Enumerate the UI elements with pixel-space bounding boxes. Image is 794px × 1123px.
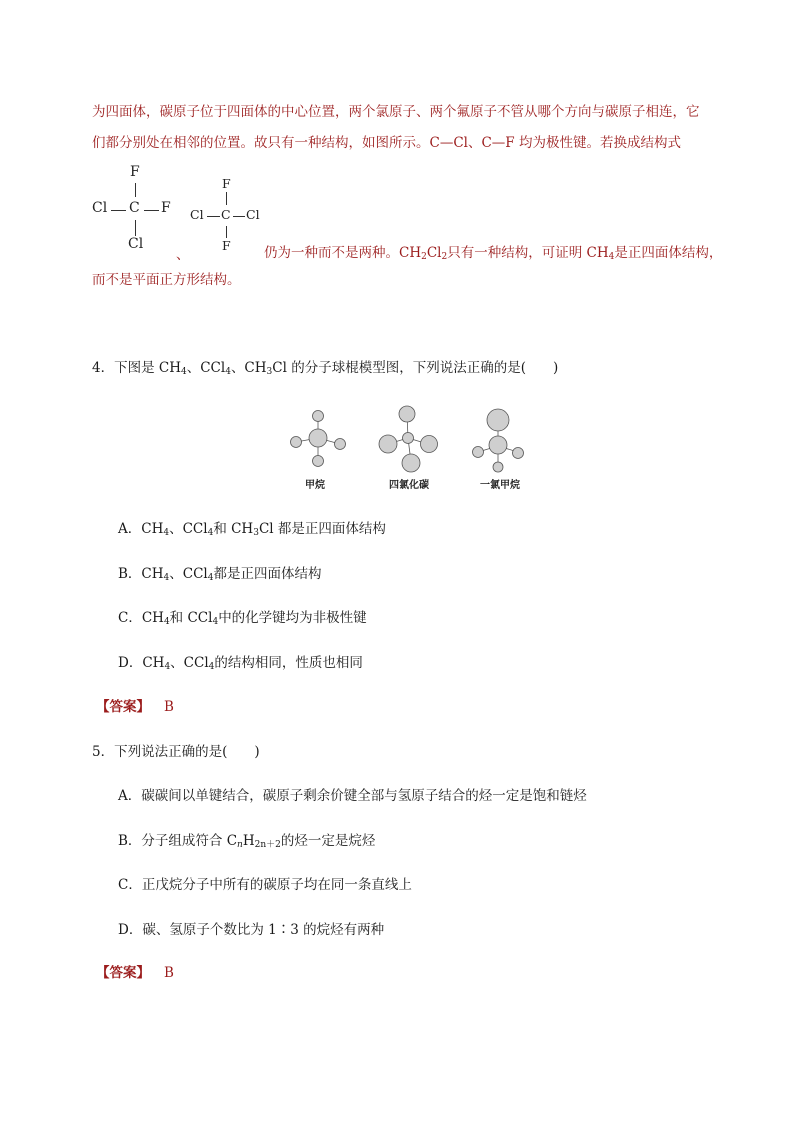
q5-option-c[interactable]: C．正戊烷分子中所有的碳原子均在同一条直线上 xyxy=(118,877,412,893)
explanation-line-3: 仍为一种而不是两种。$CH_2Cl_2$只有一种结构，可证明 $CH_4$是正四面体结构， xyxy=(264,245,723,262)
chloromethane-model xyxy=(473,409,524,472)
q5-option-d[interactable]: D．碳、氢原子个数比为 1∶3 的烷烃有两种 xyxy=(118,922,385,938)
methane-model xyxy=(291,411,346,467)
explanation-line-4: 而不是平面正方形结构。 xyxy=(92,272,241,288)
answer-value: B xyxy=(164,699,174,715)
bond-line xyxy=(135,183,136,197)
q5-option-a[interactable]: A．碳碳间以单键结合，碳原子剩余价键全部与氢原子结合的烃一定是饱和链烃 xyxy=(118,788,587,804)
model-label-methane: 甲烷 xyxy=(305,480,325,491)
formula2-top: F xyxy=(222,176,231,191)
formula1-right: F xyxy=(161,200,171,216)
question-5-stem: 5．下列说法正确的是( ) xyxy=(92,744,260,760)
model-label-chloromethane: 一氯甲烷 xyxy=(480,480,520,491)
formula-separator: 、 xyxy=(176,247,190,263)
formula2-bottom: F xyxy=(222,238,231,253)
q4-answer xyxy=(96,698,174,716)
answer-tag: 【答案】 xyxy=(96,965,150,981)
formula2-right: Cl xyxy=(246,207,260,222)
q5-option-b[interactable]: B．分子组成符合 $C_nH_{2n+2}$的烃一定是烷烃 xyxy=(118,833,376,850)
structural-formula-2 xyxy=(190,176,265,256)
answer-tag: 【答案】 xyxy=(96,699,150,715)
formula1-center: C xyxy=(129,200,140,216)
q5-answer xyxy=(96,964,174,982)
question-4-stem: 4．下图是 $CH_4$、CCl$_4$、$CH_3Cl$ 的分子球棍模型图，下列说法正确的是( ) xyxy=(92,360,559,377)
answer-value: B xyxy=(164,965,174,981)
bond-line xyxy=(207,216,220,217)
formula1-top: F xyxy=(130,164,140,180)
ball-and-stick-models xyxy=(282,402,532,492)
bond-line xyxy=(233,216,245,217)
explanation-line-2: 们都分别处在相邻的位置。故只有一种结构，如图所示。C—Cl、C—F 均为极性键。若换成结构式 xyxy=(92,135,681,151)
bond-line xyxy=(135,220,136,236)
structural-formula-1 xyxy=(92,164,182,254)
bond-line xyxy=(226,226,227,238)
bond-line xyxy=(226,192,227,205)
formula1-left: Cl xyxy=(92,200,108,216)
carbon-tetrachloride-model xyxy=(379,406,438,472)
formula1-bottom: Cl xyxy=(128,236,144,252)
explanation-line-1: 为四面体，碳原子位于四面体的中心位置，两个氯原子、两个氟原子不管从哪个方向与碳原子相连，它 xyxy=(92,104,700,120)
q4-option-d[interactable]: D．$CH_4$、CCl$_4$的结构相同，性质也相同 xyxy=(118,655,363,672)
q4-option-b[interactable]: B．$CH_4$、CCl$_4$都是正四面体结构 xyxy=(118,566,322,583)
formula2-center: C xyxy=(221,207,231,222)
q4-option-a[interactable]: A．$CH_4$、CCl$_4$和 $CH_3Cl$ 都是正四面体结构 xyxy=(118,521,386,538)
bond-line xyxy=(144,210,159,211)
q4-option-c[interactable]: C．$CH_4$和 CCl$_4$中的化学键均为非极性键 xyxy=(118,610,367,627)
bond-line xyxy=(111,210,126,211)
model-label-carbon-tetrachloride: 四氯化碳 xyxy=(389,480,429,491)
formula2-left: Cl xyxy=(190,207,204,222)
